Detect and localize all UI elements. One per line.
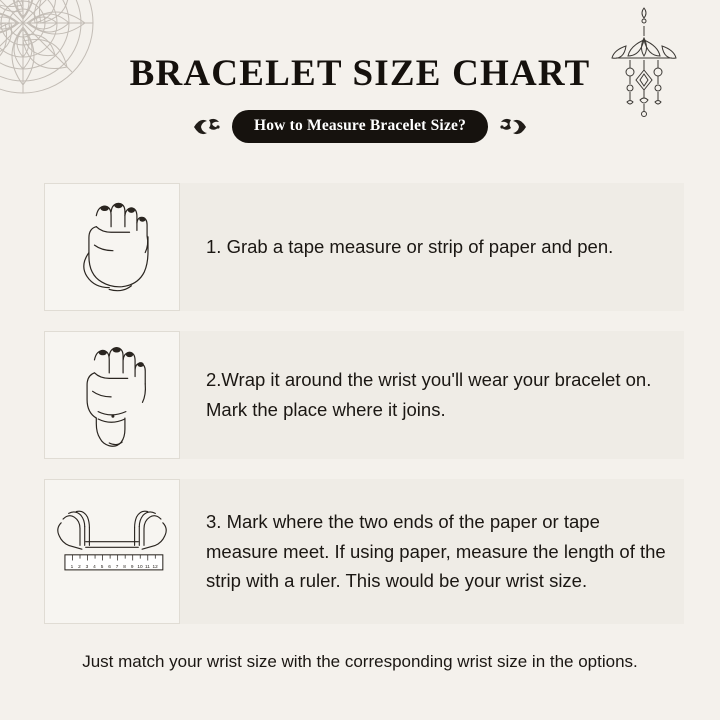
svg-text:11: 11 [144,563,150,569]
subtitle-pill: How to Measure Bracelet Size? [232,110,488,143]
footer-note: Just match your wrist size with the corresponding wrist size in the options. [82,652,638,671]
step-text: 3. Mark where the two ends of the paper or tape measure meet. If using paper, measure the length of the strip with a ruler. This would be your wrist size. [206,510,666,592]
fist-hand-with-tape-icon [44,183,180,311]
svg-text:10: 10 [137,563,143,569]
svg-text:4: 4 [93,563,96,569]
list-item [44,183,684,311]
steps-list [44,183,684,644]
list-item [44,331,684,459]
svg-text:6: 6 [108,563,111,569]
svg-text:9: 9 [130,563,134,569]
svg-text:1: 1 [70,563,74,569]
svg-text:7: 7 [115,563,119,569]
svg-text:8: 8 [123,563,126,569]
step-text: 2.Wrap it around the wrist you'll wear your bracelet on. Mark the place where it joins. [206,369,652,420]
page-title: BRACELET SIZE CHART [129,53,591,94]
flourish-left-icon [192,114,222,140]
hands-measuring-with-ruler-icon [44,479,180,624]
svg-text:5: 5 [100,563,104,569]
flourish-right-icon [498,114,528,140]
list-item [44,479,684,624]
svg-text:2: 2 [78,563,81,569]
svg-text:12: 12 [152,563,158,569]
hand-with-wrapped-tape-icon [44,331,180,459]
subtitle-row [0,110,720,143]
step-text: 1. Grab a tape measure or strip of paper and pen. [206,236,614,258]
svg-text:3: 3 [85,563,89,569]
